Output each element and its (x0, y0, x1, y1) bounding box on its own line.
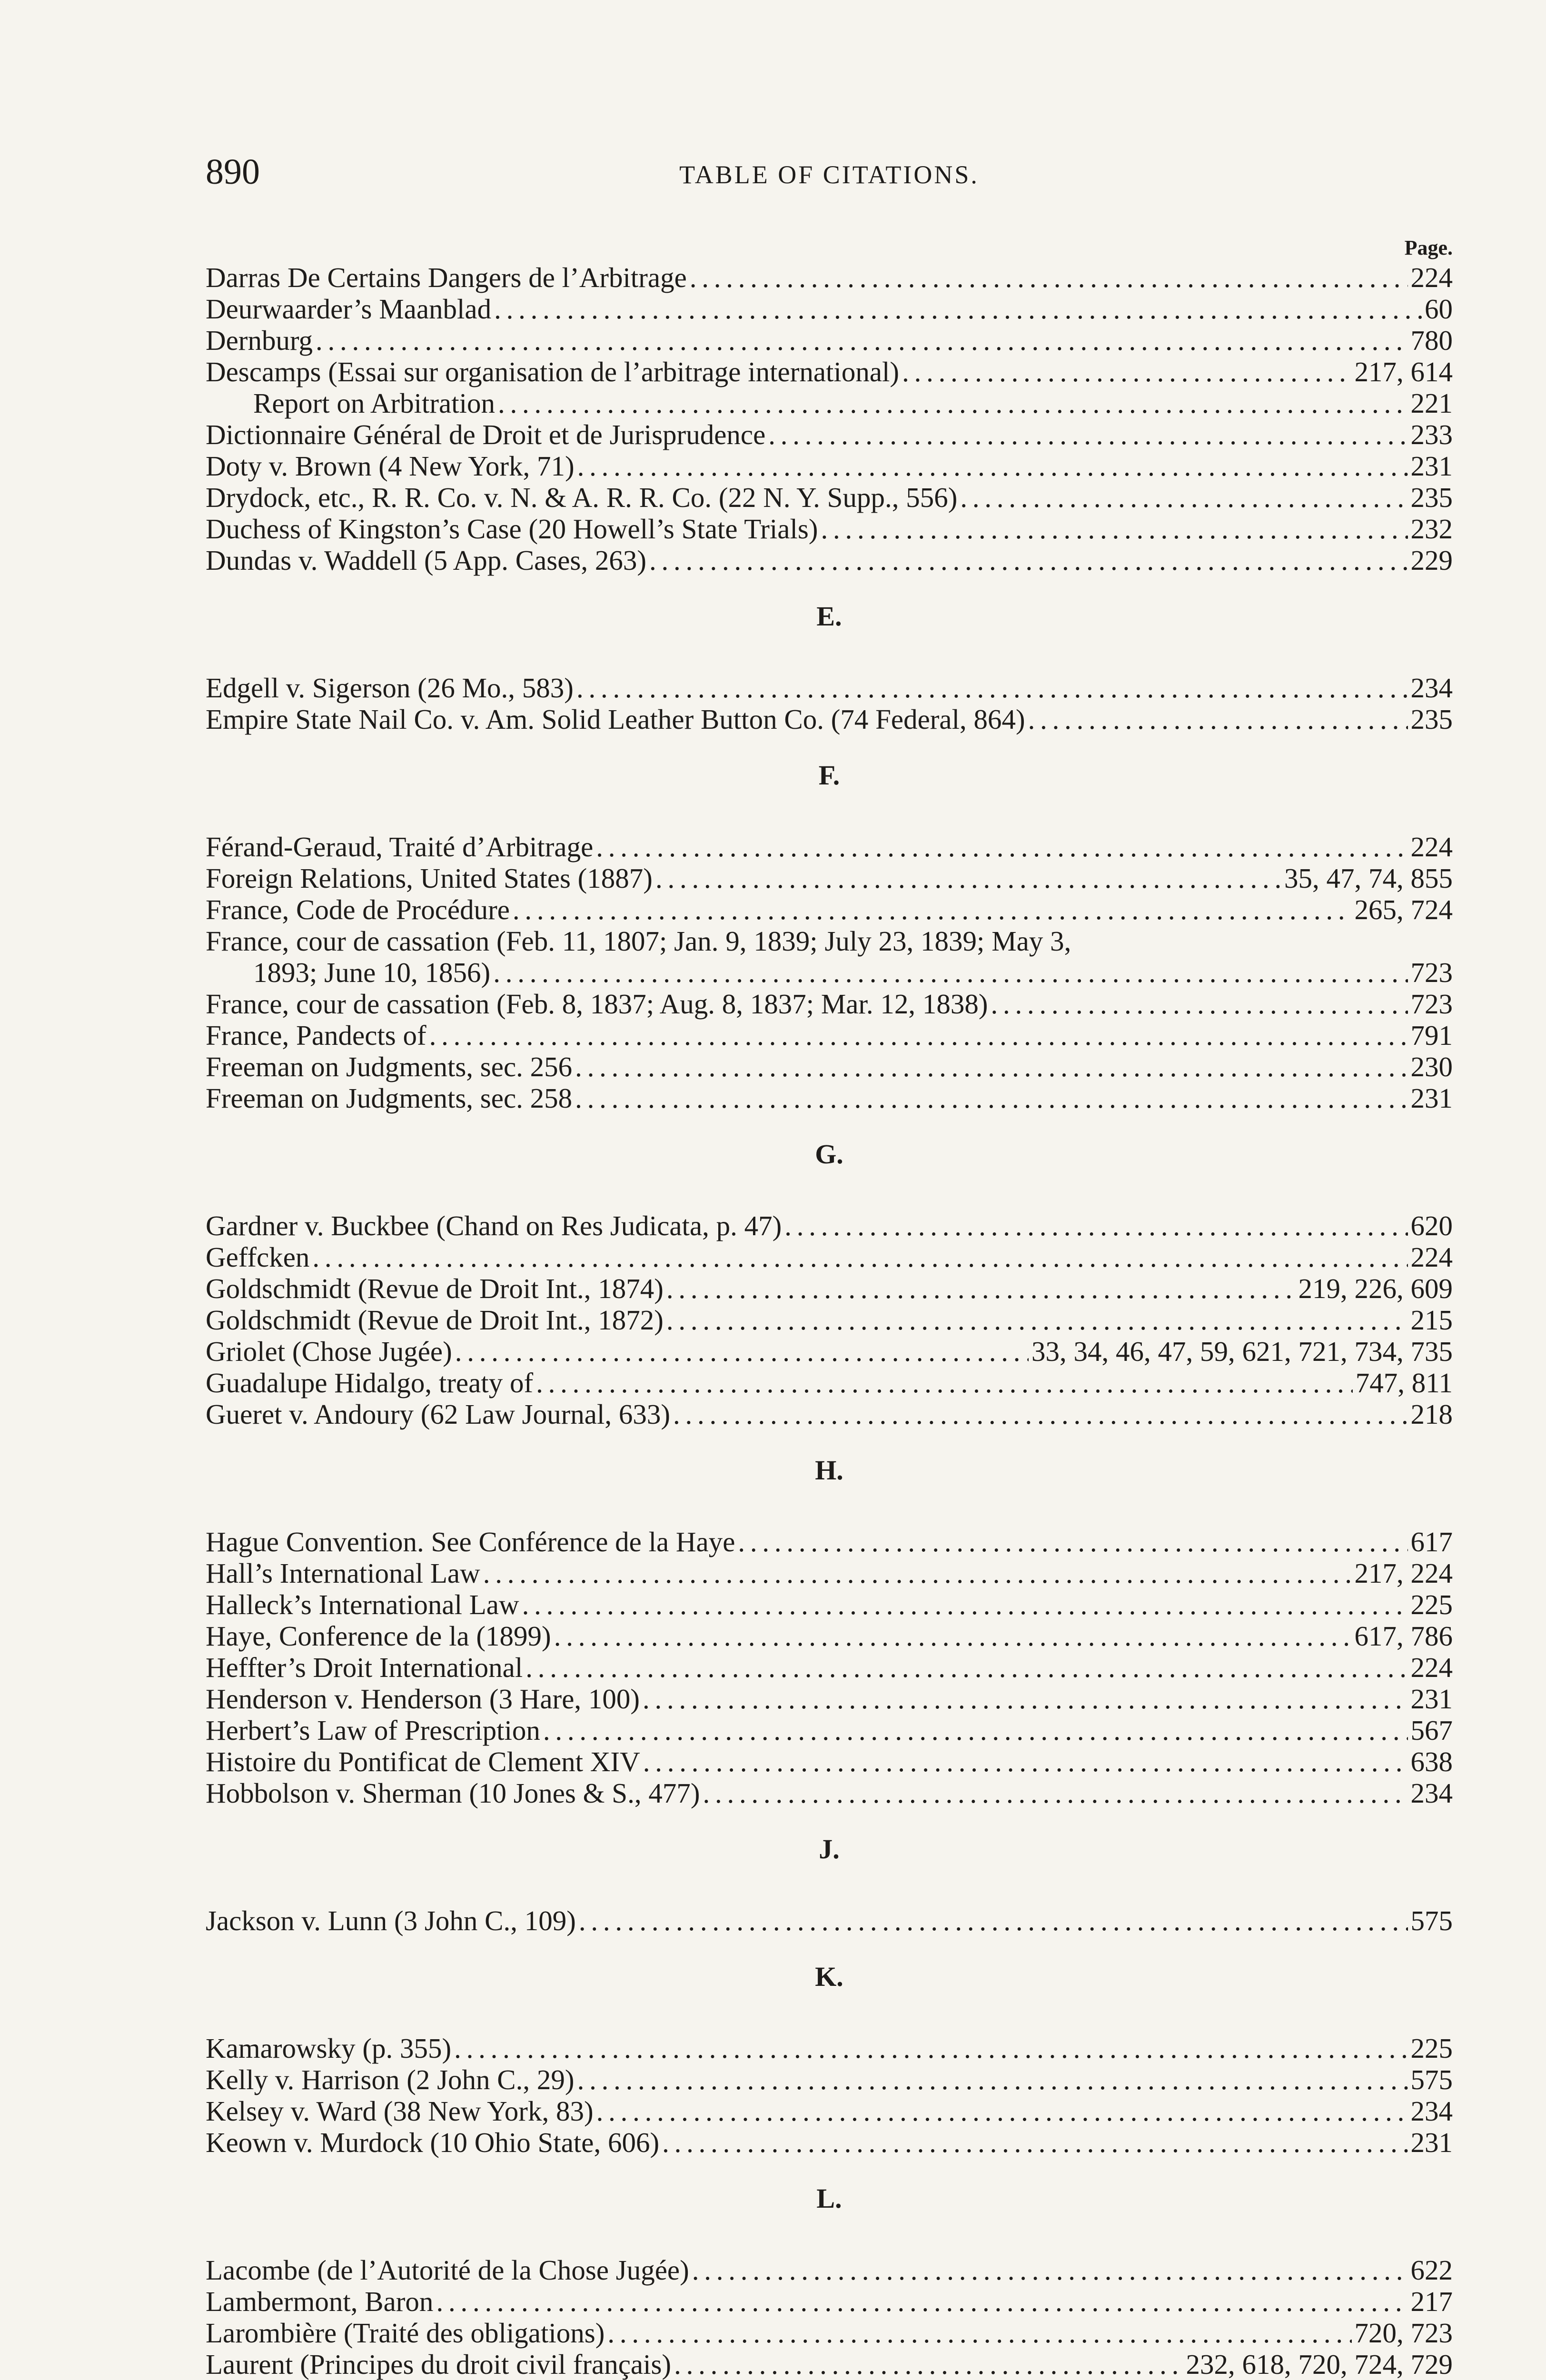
page-number: 890 (206, 152, 260, 192)
citation-entry (206, 2033, 1453, 2064)
page-references: 235 (1410, 704, 1453, 735)
leader-dots (692, 2254, 1408, 2286)
citation-entry (206, 1777, 1453, 1809)
leader-dots (784, 1210, 1407, 1241)
citation-text: Descamps (Essai sur organisation de l’arbitrage international) (206, 356, 900, 387)
leader-dots (312, 1241, 1407, 1273)
citation-entry (206, 513, 1453, 545)
citation-entry (206, 1051, 1453, 1082)
page-references: 230 (1410, 1051, 1453, 1082)
citation-entry (206, 2254, 1453, 2286)
leader-dots (579, 1905, 1408, 1936)
citation-text: Laurent (Principes du droit civil français) (206, 2349, 672, 2380)
page-references: 723 (1410, 957, 1453, 988)
citation-entry (206, 2064, 1453, 2095)
page-references: 221 (1410, 387, 1453, 419)
citation-text: Henderson v. Henderson (3 Hare, 100) (206, 1683, 640, 1715)
page-references: 224 (1410, 1241, 1453, 1273)
leader-dots (991, 988, 1408, 1020)
leader-dots (493, 957, 1407, 988)
page-references: 234 (1410, 1777, 1453, 1809)
citation-section (206, 601, 1453, 735)
page-references: 217 (1410, 2286, 1453, 2317)
citation-text: Edgell v. Sigerson (26 Mo., 583) (206, 672, 574, 704)
citation-text: Darras De Certains Dangers de l’Arbitrage (206, 262, 687, 293)
page-references: 217, 224 (1354, 1557, 1453, 1589)
leader-dots (649, 545, 1407, 576)
leader-dots (429, 1020, 1408, 1051)
citation-section (206, 760, 1453, 1114)
citation-text: Griolet (Chose Jugée) (206, 1336, 452, 1367)
citation-text: Herbert’s Law of Prescription (206, 1715, 540, 1746)
page-references: 232 (1410, 513, 1453, 545)
citation-entry-first-line (206, 925, 1453, 957)
citation-entry (206, 545, 1453, 576)
page-references: 234 (1410, 672, 1453, 704)
citation-text: France, cour de cassation (Feb. 11, 1807; Jan. 9, 1839; July 23, 1839; May 3, (206, 925, 1071, 957)
citation-entry (206, 2095, 1453, 2127)
leader-dots (1028, 704, 1408, 735)
citation-text: Haye, Conference de la (1899) (206, 1620, 551, 1652)
citation-text: Goldschmidt (Revue de Droit Int., 1872) (206, 1304, 664, 1336)
leader-dots (554, 1620, 1352, 1652)
citation-text: Lambermont, Baron (206, 2286, 434, 2317)
page-references: 232, 618, 720, 724, 729 (1186, 2349, 1453, 2380)
citation-entry (206, 1905, 1453, 1936)
leader-dots (483, 1557, 1352, 1589)
citation-section (206, 1834, 1453, 1936)
citation-entry (206, 482, 1453, 513)
page-references: 234 (1410, 2095, 1453, 2127)
citation-text: Larombière (Traité des obligations) (206, 2317, 605, 2349)
page-references: 638 (1410, 1746, 1453, 1777)
citation-entry (206, 1273, 1453, 1304)
page-references: 33, 34, 46, 47, 59, 621, 721, 734, 735 (1031, 1336, 1453, 1367)
section-letter: K. (815, 1961, 843, 1992)
citation-text: Hall’s International Law (206, 1557, 480, 1589)
leader-dots (536, 1367, 1353, 1398)
page-references: 617 (1410, 1526, 1453, 1557)
page-references: 231 (1410, 2127, 1453, 2158)
leader-dots (513, 894, 1352, 925)
citation-entry (206, 894, 1453, 925)
citation-text: Hague Convention. See Conférence de la Haye (206, 1526, 735, 1557)
citation-entry (206, 957, 1453, 988)
citation-entry (206, 1210, 1453, 1241)
leader-dots (577, 450, 1408, 482)
citation-text: Freeman on Judgments, sec. 258 (206, 1082, 573, 1114)
page-references: 265, 724 (1354, 894, 1453, 925)
page-references: 218 (1410, 1398, 1453, 1430)
citation-text: 1893; June 10, 1856) (253, 957, 491, 988)
page-references: 575 (1410, 1905, 1453, 1936)
citation-text: Dundas v. Waddell (5 App. Cases, 263) (206, 545, 647, 576)
page-references: 620 (1410, 1210, 1453, 1241)
page-references: 235 (1410, 482, 1453, 513)
citation-entry (206, 2127, 1453, 2158)
citation-entry (206, 419, 1453, 450)
citation-text: Histoire du Pontificat de Clement XIV (206, 1746, 640, 1777)
leader-dots (673, 1398, 1407, 1430)
citation-section (206, 1455, 1453, 1809)
page-references: 229 (1410, 545, 1453, 576)
leader-dots (494, 293, 1422, 325)
citation-entry (206, 2317, 1453, 2349)
leader-dots (666, 1273, 1296, 1304)
citation-entry (206, 1526, 1453, 1557)
leader-dots (666, 1304, 1408, 1336)
leader-dots (607, 2317, 1351, 2349)
citation-entry (206, 1652, 1453, 1683)
citation-entry (206, 1020, 1453, 1051)
citation-entry (206, 1746, 1453, 1777)
citation-text: Guadalupe Hidalgo, treaty of (206, 1367, 534, 1398)
page-references: 617, 786 (1354, 1620, 1453, 1652)
page-references: 567 (1410, 1715, 1453, 1746)
citation-entry (206, 831, 1453, 863)
citation-entry (206, 863, 1453, 894)
leader-dots (821, 513, 1407, 545)
citation-entry (206, 1715, 1453, 1746)
citation-text: Deurwaarder’s Maanblad (206, 293, 492, 325)
page-references: 224 (1410, 831, 1453, 863)
citation-entry (206, 325, 1453, 356)
leader-dots (703, 1777, 1407, 1809)
citation-entry (206, 1620, 1453, 1652)
citation-entry (206, 1398, 1453, 1430)
citation-text: Kelly v. Harrison (2 John C., 29) (206, 2064, 575, 2095)
running-title: TABLE OF CITATIONS. (679, 160, 979, 189)
page-references: 224 (1410, 262, 1453, 293)
page-references: 224 (1410, 1652, 1453, 1683)
citation-entry (206, 356, 1453, 387)
citation-section (206, 1139, 1453, 1430)
citation-text: Doty v. Brown (4 New York, 71) (206, 450, 575, 482)
page-column-label: Page. (1404, 236, 1453, 259)
leader-dots (575, 1051, 1407, 1082)
citation-section (206, 2183, 1453, 2380)
citation-text: France, Pandects of (206, 1020, 426, 1051)
section-letter: L. (816, 2183, 842, 2214)
leader-dots (316, 325, 1407, 356)
citation-entry (206, 704, 1453, 735)
citation-text: Férand-Geraud, Traité d’Arbitrage (206, 831, 594, 863)
page-references: 791 (1410, 1020, 1453, 1051)
citation-entry (206, 2286, 1453, 2317)
leader-dots (768, 419, 1407, 450)
citation-text: Gueret v. Andoury (62 Law Journal, 633) (206, 1398, 671, 1430)
page-references: 723 (1410, 988, 1453, 1020)
citation-text: Keown v. Murdock (10 Ohio State, 606) (206, 2127, 660, 2158)
citation-text: Geffcken (206, 1241, 310, 1273)
section-letter: J. (819, 1834, 840, 1864)
citation-text: Kamarowsky (p. 355) (206, 2033, 452, 2064)
citation-list (206, 262, 1453, 2380)
section-letter: H. (815, 1455, 843, 1486)
leader-dots (455, 1336, 1029, 1367)
leader-dots (596, 2095, 1408, 2127)
citation-text: Lacombe (de l’Autorité de la Chose Jugée) (206, 2254, 689, 2286)
section-letter: E. (816, 601, 842, 632)
citation-text: France, Code de Procédure (206, 894, 510, 925)
page-references: 231 (1410, 1683, 1453, 1715)
citation-entry (206, 2349, 1453, 2380)
leader-dots (436, 2286, 1407, 2317)
citation-text: Report on Arbitration (253, 387, 495, 419)
citation-text: Freeman on Judgments, sec. 256 (206, 1051, 573, 1082)
leader-dots (674, 2349, 1183, 2380)
leader-dots (902, 356, 1351, 387)
citation-text: Hobbolson v. Sherman (10 Jones & S., 477) (206, 1777, 700, 1809)
citation-text: Halleck’s International Law (206, 1589, 519, 1620)
citation-text: Jackson v. Lunn (3 John C., 109) (206, 1905, 576, 1936)
citation-entry (206, 450, 1453, 482)
citation-text: Dernburg (206, 325, 313, 356)
leader-dots (690, 262, 1408, 293)
citation-text: Drydock, etc., R. R. Co. v. N. & A. R. R. Co. (22 N. Y. Supp., 556) (206, 482, 958, 513)
citation-text: Gardner v. Buckbee (Chand on Res Judicata, p. 47) (206, 1210, 782, 1241)
citation-entry (206, 1082, 1453, 1114)
citation-entry (206, 262, 1453, 293)
page-references: 225 (1410, 1589, 1453, 1620)
citation-entry (206, 1241, 1453, 1273)
leader-dots (643, 1683, 1407, 1715)
page-references: 219, 226, 609 (1298, 1273, 1453, 1304)
page-references: 60 (1425, 293, 1453, 325)
leader-dots (738, 1526, 1407, 1557)
leader-dots (655, 863, 1281, 894)
leader-dots (522, 1589, 1408, 1620)
citation-text: Duchess of Kingston’s Case (20 Howell’s State Trials) (206, 513, 818, 545)
page-references: 231 (1410, 450, 1453, 482)
citation-entry (206, 1557, 1453, 1589)
citation-entry (206, 1589, 1453, 1620)
leader-dots (662, 2127, 1407, 2158)
leader-dots (577, 2064, 1408, 2095)
page-references: 215 (1410, 1304, 1453, 1336)
citation-entry (206, 1336, 1453, 1367)
citation-text: Goldschmidt (Revue de Droit Int., 1874) (206, 1273, 664, 1304)
page-references: 35, 47, 74, 855 (1284, 863, 1453, 894)
page-header (206, 151, 1453, 194)
leader-dots (498, 387, 1408, 419)
page-references: 233 (1410, 419, 1453, 450)
section-letter: G. (815, 1139, 843, 1170)
page-references: 780 (1410, 325, 1453, 356)
citation-entry (206, 293, 1453, 325)
citation-section (206, 1961, 1453, 2158)
page-references: 231 (1410, 1082, 1453, 1114)
citation-text: Empire State Nail Co. v. Am. Solid Leather Button Co. (74 Federal, 864) (206, 704, 1025, 735)
citation-text: Kelsey v. Ward (38 New York, 83) (206, 2095, 594, 2127)
page-references: 575 (1410, 2064, 1453, 2095)
citation-text: France, cour de cassation (Feb. 8, 1837; Aug. 8, 1837; Mar. 12, 1838) (206, 988, 988, 1020)
citation-entry (206, 672, 1453, 704)
leader-dots (525, 1652, 1407, 1683)
leader-dots (960, 482, 1407, 513)
leader-dots (643, 1746, 1408, 1777)
page-references: 225 (1410, 2033, 1453, 2064)
citation-section (206, 262, 1453, 576)
citation-entry (206, 1304, 1453, 1336)
citation-text: Dictionnaire Général de Droit et de Jurisprudence (206, 419, 766, 450)
page-references: 720, 723 (1354, 2317, 1453, 2349)
leader-dots (575, 1082, 1407, 1114)
leader-dots (543, 1715, 1408, 1746)
citation-text: Foreign Relations, United States (1887) (206, 863, 653, 894)
citation-entry (206, 387, 1453, 419)
section-letter: F. (818, 760, 840, 791)
leader-dots (596, 831, 1407, 863)
page-references: 622 (1410, 2254, 1453, 2286)
citation-entry (206, 988, 1453, 1020)
citation-entry (206, 1367, 1453, 1398)
citation-text: Heffter’s Droit International (206, 1652, 523, 1683)
citation-entry (206, 1683, 1453, 1715)
leader-dots (454, 2033, 1407, 2064)
leader-dots (576, 672, 1408, 704)
page-references: 217, 614 (1354, 356, 1453, 387)
page-references: 747, 811 (1355, 1367, 1453, 1398)
